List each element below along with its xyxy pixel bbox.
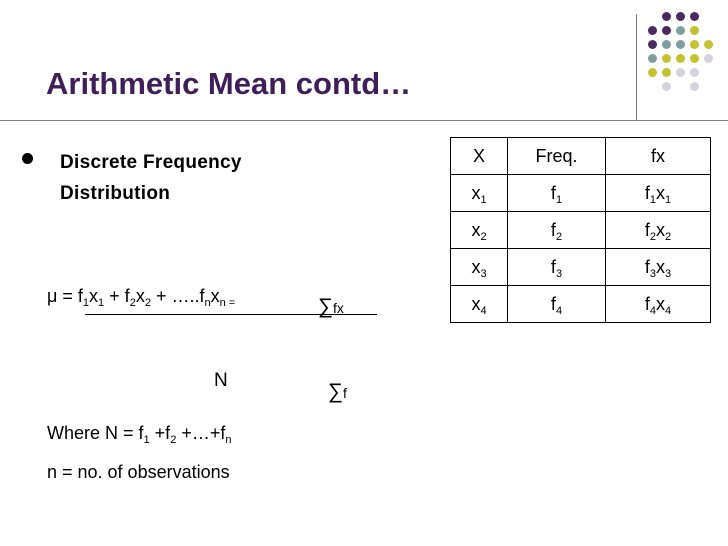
frequency-table (450, 137, 711, 323)
table-row (451, 175, 711, 212)
cell-freq: $f_3$ (508, 249, 606, 286)
decorative-dot (690, 68, 699, 77)
decorative-dot (662, 68, 671, 77)
cell-x: $x_1$ (451, 175, 508, 212)
cell-fx: $f_1x_1$ (606, 175, 711, 212)
header-vertical-divider (636, 14, 637, 120)
decorative-dot (676, 54, 685, 63)
decorative-dot (648, 40, 657, 49)
decorative-dot (704, 40, 713, 49)
slide-title: Arithmetic Mean contd… (46, 66, 412, 101)
decorative-dot (690, 54, 699, 63)
cell-fx: $f_2x_2$ (606, 212, 711, 249)
mu-label: μ = (47, 286, 78, 306)
decorative-dot (690, 12, 699, 21)
decorative-dot (704, 54, 713, 63)
decorative-dot (690, 82, 699, 91)
decorative-dot (676, 40, 685, 49)
decorative-dot (662, 40, 671, 49)
decorative-dot (662, 82, 671, 91)
decorative-dot (648, 68, 657, 77)
header-freq: Freq. (508, 138, 606, 175)
cell-freq: $f_1$ (508, 175, 606, 212)
cell-x: $x_3$ (451, 249, 508, 286)
header-horizontal-divider (0, 120, 728, 121)
decorative-dot (648, 26, 657, 35)
cell-x: $x_2$ (451, 212, 508, 249)
cell-fx: $f_3x_3$ (606, 249, 711, 286)
cell-freq: $f_4$ (508, 286, 606, 323)
decorative-dot (676, 26, 685, 35)
header-x: X (451, 138, 508, 175)
decorative-dot (648, 54, 657, 63)
decorative-dot (690, 26, 699, 35)
decorative-dot (662, 12, 671, 21)
cell-fx: $f_4x_4$ (606, 286, 711, 323)
where-n-definition: Where $N = f_1 +f_2$ $+\dots+f_n$ (47, 423, 232, 446)
n-observations-definition: n = no. of observations (47, 462, 230, 482)
bullet-text: Discrete Frequency Distribution (60, 152, 242, 204)
table-row (451, 249, 711, 286)
bullet-dot-icon (22, 153, 33, 164)
decorative-dot (676, 68, 685, 77)
header-fx: fx (606, 138, 711, 175)
decorative-dot (676, 12, 685, 21)
sigma-f-label: ∑f (328, 380, 347, 403)
cell-freq: $f_2$ (508, 212, 606, 249)
decorative-dot (690, 40, 699, 49)
mean-formula-numerator: $\mu = f_1x_1 + f_2x_2$ + $\dots..f_nx_{n =}$ (47, 286, 236, 309)
table-header-row (451, 138, 711, 175)
decorative-dot (662, 26, 671, 35)
cell-x: $x_4$ (451, 286, 508, 323)
denominator-n: N (214, 370, 228, 391)
decorative-dot (662, 54, 671, 63)
sigma-fx-label: ∑fx (318, 295, 344, 318)
table-row (451, 286, 711, 323)
table-row (451, 212, 711, 249)
